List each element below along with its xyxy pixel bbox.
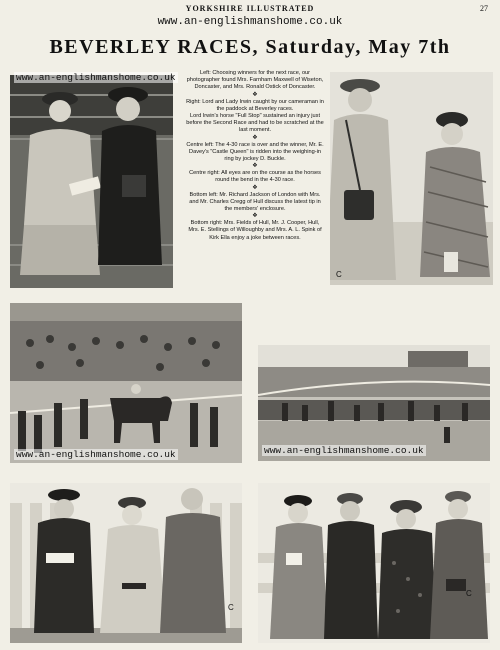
photo-top-right: [330, 72, 493, 285]
caption-bottom-right: Bottom right: Mrs. Fields of Hull, Mr. J. Cooper, Hull, Mrs. E. Stellings of Willoughby and Mrs. A. L. Spink of Kirk Ella enjoy a joke between races.: [188, 220, 322, 241]
page-number: 27: [480, 4, 488, 13]
photo-bottom-right: [258, 483, 490, 643]
caption-separator: ❖: [252, 163, 258, 170]
photo-top-left: [10, 75, 173, 288]
photo-mark: C: [228, 603, 234, 612]
photo-mark: C: [336, 270, 342, 279]
caption-centre-right: Centre right: All eyes are on the course as the horses round the bend in the 4-30 race.: [189, 170, 321, 184]
caption-separator: ❖: [252, 134, 258, 141]
watermark-top-left: www.an-englishmanshome.co.uk: [16, 72, 176, 83]
watermark-centre-right: www.an-englishmanshome.co.uk: [264, 445, 424, 456]
publication-name: YORKSHIRE ILLUSTRATED: [185, 4, 315, 13]
caption-right-2: Lord Irwin's horse "Full Stop" sustained an injury just before the Second Race and had to be scratched at the last moment.: [186, 113, 324, 134]
caption-right: Right: Lord and Lady Irwin caught by our cameraman in the paddock at Beverley races.: [186, 98, 324, 112]
photo-mark: C: [466, 589, 472, 598]
caption-left: Left: Choosing winners for the next race, our photographer found Mrs. Farnham Maxwell of Wiseton, Doncaster, and Mrs. Ronald Ostick of Doncaster.: [186, 70, 324, 91]
photo-bottom-left: [10, 483, 242, 643]
page-headline: BEVERLEY RACES, Saturday, May 7th: [49, 36, 451, 58]
watermark-centre-left: www.an-englishmanshome.co.uk: [16, 449, 176, 460]
watermark-top: www.an-englishmanshome.co.uk: [157, 16, 343, 28]
caption-bottom-left: Bottom left: Mr. Richard Jackson of London with Mrs. and Mr. Charles Cregg of Hull discuss the latest tip in the members' enclosure.: [189, 191, 321, 213]
caption-separator: ❖: [252, 213, 258, 220]
caption-column: [185, 70, 325, 300]
photo-centre-left: [10, 303, 242, 463]
photo-centre-right: [258, 345, 490, 461]
caption-separator: ❖: [252, 184, 258, 191]
caption-centre-left: Centre left: The 4-30 race is over and the winner, Mr. E. Davey's "Castle Queen" is ridden into the weighing-in ring by jockey D. Buckle.: [186, 141, 324, 163]
caption-separator: ❖: [252, 91, 258, 98]
